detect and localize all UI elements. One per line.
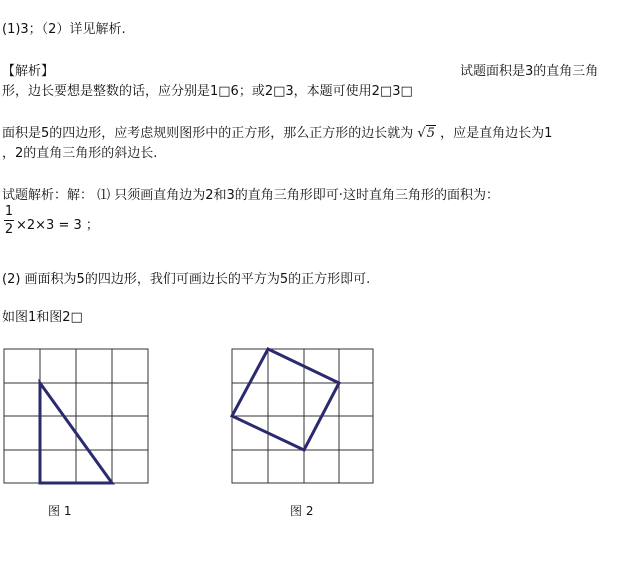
analysis-line-3 bbox=[2, 122, 552, 141]
figure-1-grid bbox=[4, 349, 148, 483]
figure-2-grid bbox=[232, 349, 373, 483]
figure-2 bbox=[228, 340, 378, 490]
tilted-square bbox=[232, 349, 339, 450]
fraction-denominator: 2 bbox=[4, 222, 14, 237]
sqrt-radicand: 5 bbox=[426, 126, 435, 141]
answer-line: (1)3；（2）详见解析. bbox=[2, 22, 126, 37]
figure-1 bbox=[0, 340, 160, 490]
analysis-line-2: 形，边长要想是整数的话，应分别是1□6；或2□3，本题可使用2□3□ bbox=[2, 84, 413, 99]
sqrt-expression: √5 bbox=[417, 126, 435, 141]
fraction-half bbox=[4, 205, 14, 236]
solution-line-1: 试题解析：解： ⑴ 只须画直角边为2和3的直角三角形即可·这时直角三角形的面积为： bbox=[2, 188, 499, 203]
analysis-line-3-tail: ，应是直角边长为1 bbox=[440, 126, 553, 141]
analysis-line-3-text: 面积是5的四边形，应考虑规则图形中的正方形，那么正方形的边长就为 bbox=[2, 126, 414, 141]
fraction-numerator: 1 bbox=[4, 204, 14, 219]
figure-1-caption: 图 1 bbox=[48, 504, 72, 518]
figure-2-caption: 图 2 bbox=[290, 504, 314, 518]
solution-expression: ×2×3 = 3 ； bbox=[16, 218, 99, 233]
analysis-line-4: ，2的直角三角形的斜边长. bbox=[2, 146, 158, 161]
analysis-tag: 【解析】 bbox=[2, 64, 55, 79]
analysis-intro: 试题面积是3的直角三角 bbox=[460, 64, 599, 79]
solution-line-3: 如图1和图2□ bbox=[2, 310, 83, 325]
solution-line-2: (2) 画面积为5的四边形，我们可画边长的平方为5的正方形即可. bbox=[2, 272, 371, 287]
